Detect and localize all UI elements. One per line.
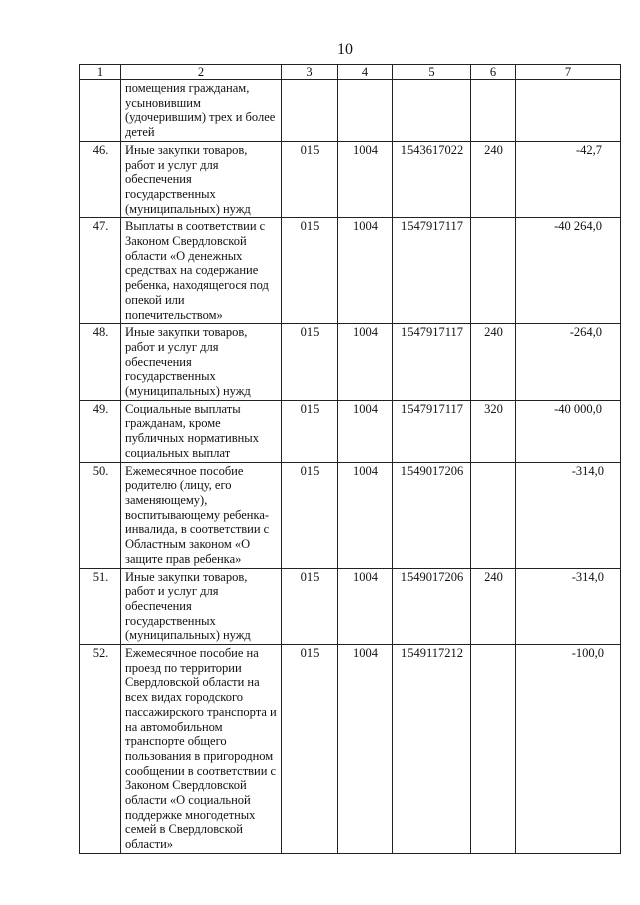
admin-code xyxy=(282,80,338,142)
row-description: Ежемесячное пособие родителю (лицу, его заменяющему), воспитывающему ребенка-инвалида, в соответствии с Областным законом «О защите прав ребенка» xyxy=(121,462,282,568)
admin-code: 015 xyxy=(282,568,338,645)
row-description: Иные закупки товаров, работ и услуг для обеспечения государственных (муниципальных) нужд xyxy=(121,141,282,218)
section-code: 1004 xyxy=(338,462,393,568)
admin-code: 015 xyxy=(282,645,338,854)
row-description: Выплаты в соответствии с Законом Свердловской области «О денежных средствах на содержание ребенка, находящегося под опекой или попечительством» xyxy=(121,218,282,324)
target-code xyxy=(393,80,471,142)
section-code: 1004 xyxy=(338,324,393,401)
table-row xyxy=(80,645,621,854)
amount: -264,0 xyxy=(516,324,621,401)
row-number: 50. xyxy=(80,462,121,568)
row-description: Ежемесячное пособие на проезд по территории Свердловской области на всех видах городского пассажирского транспорта и на автомобильном транспорте общего пользования в пригородном сообщении в соответствии с Законом Свердловской области «О социальной поддержке многодетных семей в Свердловской области» xyxy=(121,645,282,854)
column-header-6: 6 xyxy=(471,65,516,80)
page-number: 10 xyxy=(337,41,353,58)
expense-type-code: 240 xyxy=(471,568,516,645)
admin-code: 015 xyxy=(282,324,338,401)
amount: -100,0 xyxy=(516,645,621,854)
row-number: 46. xyxy=(80,141,121,218)
expense-type-code: 320 xyxy=(471,400,516,462)
table-row xyxy=(80,218,621,324)
target-code: 1547917117 xyxy=(393,218,471,324)
column-header-5: 5 xyxy=(393,65,471,80)
target-code: 1547917117 xyxy=(393,400,471,462)
row-number xyxy=(80,80,121,142)
amount: -314,0 xyxy=(516,462,621,568)
row-number: 48. xyxy=(80,324,121,401)
expense-type-code xyxy=(471,218,516,324)
section-code: 1004 xyxy=(338,645,393,854)
section-code xyxy=(338,80,393,142)
expense-type-code xyxy=(471,462,516,568)
row-description: помещения гражданам, усыновившим (удочерившим) трех и более детей xyxy=(121,80,282,142)
table-header-row xyxy=(80,65,621,80)
section-code: 1004 xyxy=(338,568,393,645)
expense-type-code: 240 xyxy=(471,141,516,218)
target-code: 1547917117 xyxy=(393,324,471,401)
row-description: Иные закупки товаров, работ и услуг для обеспечения государственных (муниципальных) нужд xyxy=(121,324,282,401)
amount xyxy=(516,80,621,142)
table-row xyxy=(80,324,621,401)
admin-code: 015 xyxy=(282,141,338,218)
amount: -40 264,0 xyxy=(516,218,621,324)
amount: -314,0 xyxy=(516,568,621,645)
admin-code: 015 xyxy=(282,462,338,568)
row-description: Иные закупки товаров, работ и услуг для обеспечения государственных (муниципальных) нужд xyxy=(121,568,282,645)
table-row xyxy=(80,568,621,645)
row-number: 47. xyxy=(80,218,121,324)
section-code: 1004 xyxy=(338,141,393,218)
row-description: Социальные выплаты гражданам, кроме публичных нормативных социальных выплат xyxy=(121,400,282,462)
amount: -40 000,0 xyxy=(516,400,621,462)
table-row xyxy=(80,400,621,462)
target-code: 1549017206 xyxy=(393,462,471,568)
target-code: 1549117212 xyxy=(393,645,471,854)
column-header-4: 4 xyxy=(338,65,393,80)
section-code: 1004 xyxy=(338,218,393,324)
column-header-2: 2 xyxy=(121,65,282,80)
target-code: 1549017206 xyxy=(393,568,471,645)
expense-type-code xyxy=(471,645,516,854)
column-header-7: 7 xyxy=(516,65,621,80)
row-number: 49. xyxy=(80,400,121,462)
table-row xyxy=(80,462,621,568)
row-number: 51. xyxy=(80,568,121,645)
section-code: 1004 xyxy=(338,400,393,462)
expense-type-code xyxy=(471,80,516,142)
expense-type-code: 240 xyxy=(471,324,516,401)
budget-table xyxy=(79,64,621,854)
table-row xyxy=(80,80,621,142)
column-header-3: 3 xyxy=(282,65,338,80)
table-row xyxy=(80,141,621,218)
target-code: 1543617022 xyxy=(393,141,471,218)
amount: -42,7 xyxy=(516,141,621,218)
row-number: 52. xyxy=(80,645,121,854)
column-header-1: 1 xyxy=(80,65,121,80)
admin-code: 015 xyxy=(282,218,338,324)
admin-code: 015 xyxy=(282,400,338,462)
